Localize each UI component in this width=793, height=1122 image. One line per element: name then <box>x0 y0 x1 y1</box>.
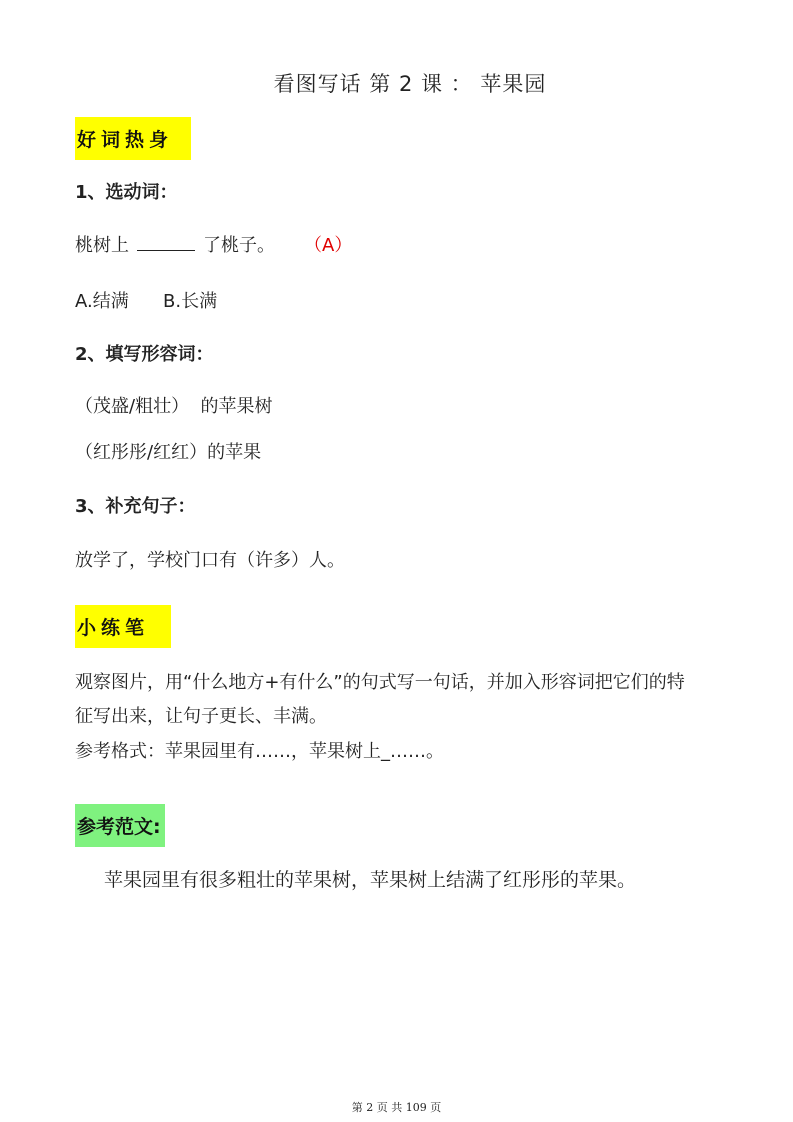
fill-in-blank <box>137 234 195 251</box>
question-1-sentence-before: 桃树上 <box>75 235 129 256</box>
question-1-heading: 1、选动词： <box>75 182 178 203</box>
question-2-line-1: （茂盛/粗壮） 的苹果树 <box>75 396 273 417</box>
practice-instruction-line-1: 观察图片，用“什么地方+有什么”的句式写一句话，并加入形容词把它们的特 <box>75 672 685 693</box>
question-1-sentence-after: 了桃子。 <box>203 235 275 256</box>
page-title: 看图写话 第 2 课 ： 苹果园 <box>273 72 547 96</box>
model-essay-text: 苹果园里有很多粗壮的苹果树，苹果树上结满了红彤彤的苹果。 <box>104 869 637 891</box>
section-warmup-header <box>75 117 191 160</box>
section-practice-header <box>75 605 171 648</box>
question-1-options: A.结满 B.长满 <box>75 291 218 312</box>
question-3-heading: 3、补充句子： <box>75 496 196 517</box>
question-1-sentence <box>75 231 352 257</box>
section-warmup-label: 好词热身 <box>75 117 191 160</box>
section-model-header <box>75 804 165 847</box>
section-model-label: 参考范文: <box>75 804 165 847</box>
page-footer: 第 2 页 共 109 页 <box>351 1101 442 1114</box>
practice-instruction-line-2: 征写出来，让句子更长、丰满。 <box>75 706 327 727</box>
question-2-heading: 2、填写形容词： <box>75 344 214 365</box>
question-3-sentence: 放学了，学校门口有（许多）人。 <box>75 550 345 571</box>
practice-format: 参考格式：苹果园里有……，苹果树上_……。 <box>75 741 444 762</box>
question-1-answer: （A） <box>313 235 353 256</box>
question-2-line-2: （红彤彤/红红）的苹果 <box>75 442 262 463</box>
section-practice-label: 小练笔 <box>75 605 171 648</box>
